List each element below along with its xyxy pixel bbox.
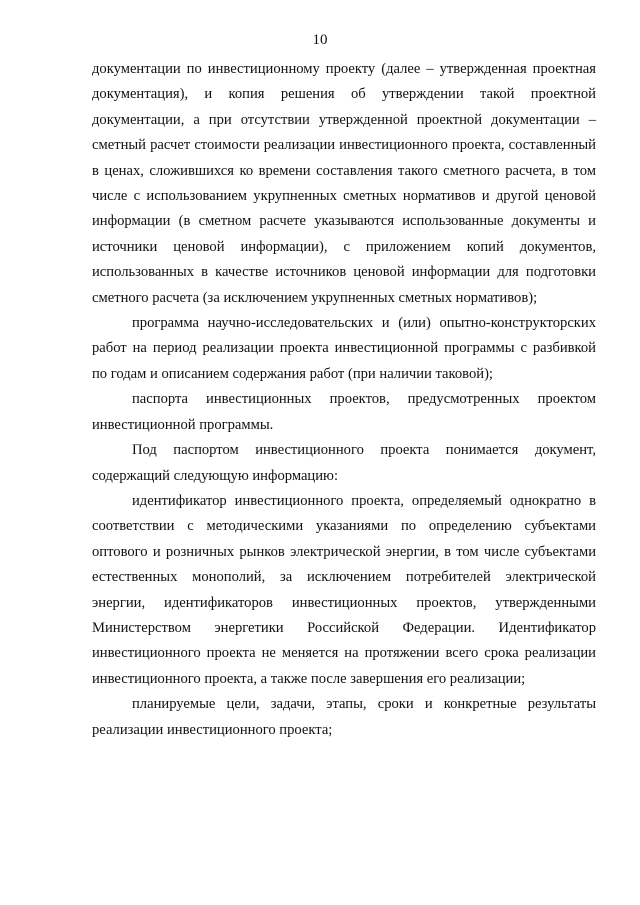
paragraph-project-identifier: идентификатор инвестиционного проекта, определяемый однократно в соответствии с методическими указаниями по определению субъектами оптового и розничных рынков электрической энергии, в том числе субъектами естественных монополий, за исключением потребителей электрической энергии, идентификаторов инвестиционных проектов, утвержденными Министерством энергетики Российской Федерации. Идентификатор инвестиционного проекта не меняется на протяжении всего срока реализации инвестиционного проекта, а также после завершения его реализации; bbox=[92, 492, 596, 687]
paragraph-passport-definition: Под паспортом инвестиционного проекта понимается документ, содержащий следующую информацию: bbox=[92, 442, 596, 484]
document-body bbox=[92, 57, 596, 743]
paragraph-project-documentation: документации по инвестиционному проекту (далее – утвержденная проектная документация), и копия решения об утверждении такой проектной документации, а при отсутствии утвержденной проектной документации – сметный расчет стоимости реализации инвестиционного проекта, составленный в ценах, сложившихся ко времени составления такого сметного расчета, в том числе с использованием укрупненных сметных нормативов и другой ценовой информации (в сметном расчете указываются использованные документы и источники ценовой информации), с приложением копий документов, использованных в качестве источников ценовой информации для подготовки сметного расчета (за исключением укрупненных сметных нормативов); bbox=[92, 61, 596, 306]
paragraph-project-passports: паспорта инвестиционных проектов, предусмотренных проектом инвестиционной программы. bbox=[92, 391, 596, 433]
paragraph-rnd-program: программа научно-исследовательских и (или) опытно-конструкторских работ на период реализации проекта инвестиционной программы с разбивкой по годам и описанием содержания работ (при наличии таковой); bbox=[92, 315, 596, 382]
page-number: 10 bbox=[312, 32, 328, 48]
paragraph-goals-and-results: планируемые цели, задачи, этапы, сроки и конкретные результаты реализации инвестиционного проекта; bbox=[92, 696, 596, 738]
